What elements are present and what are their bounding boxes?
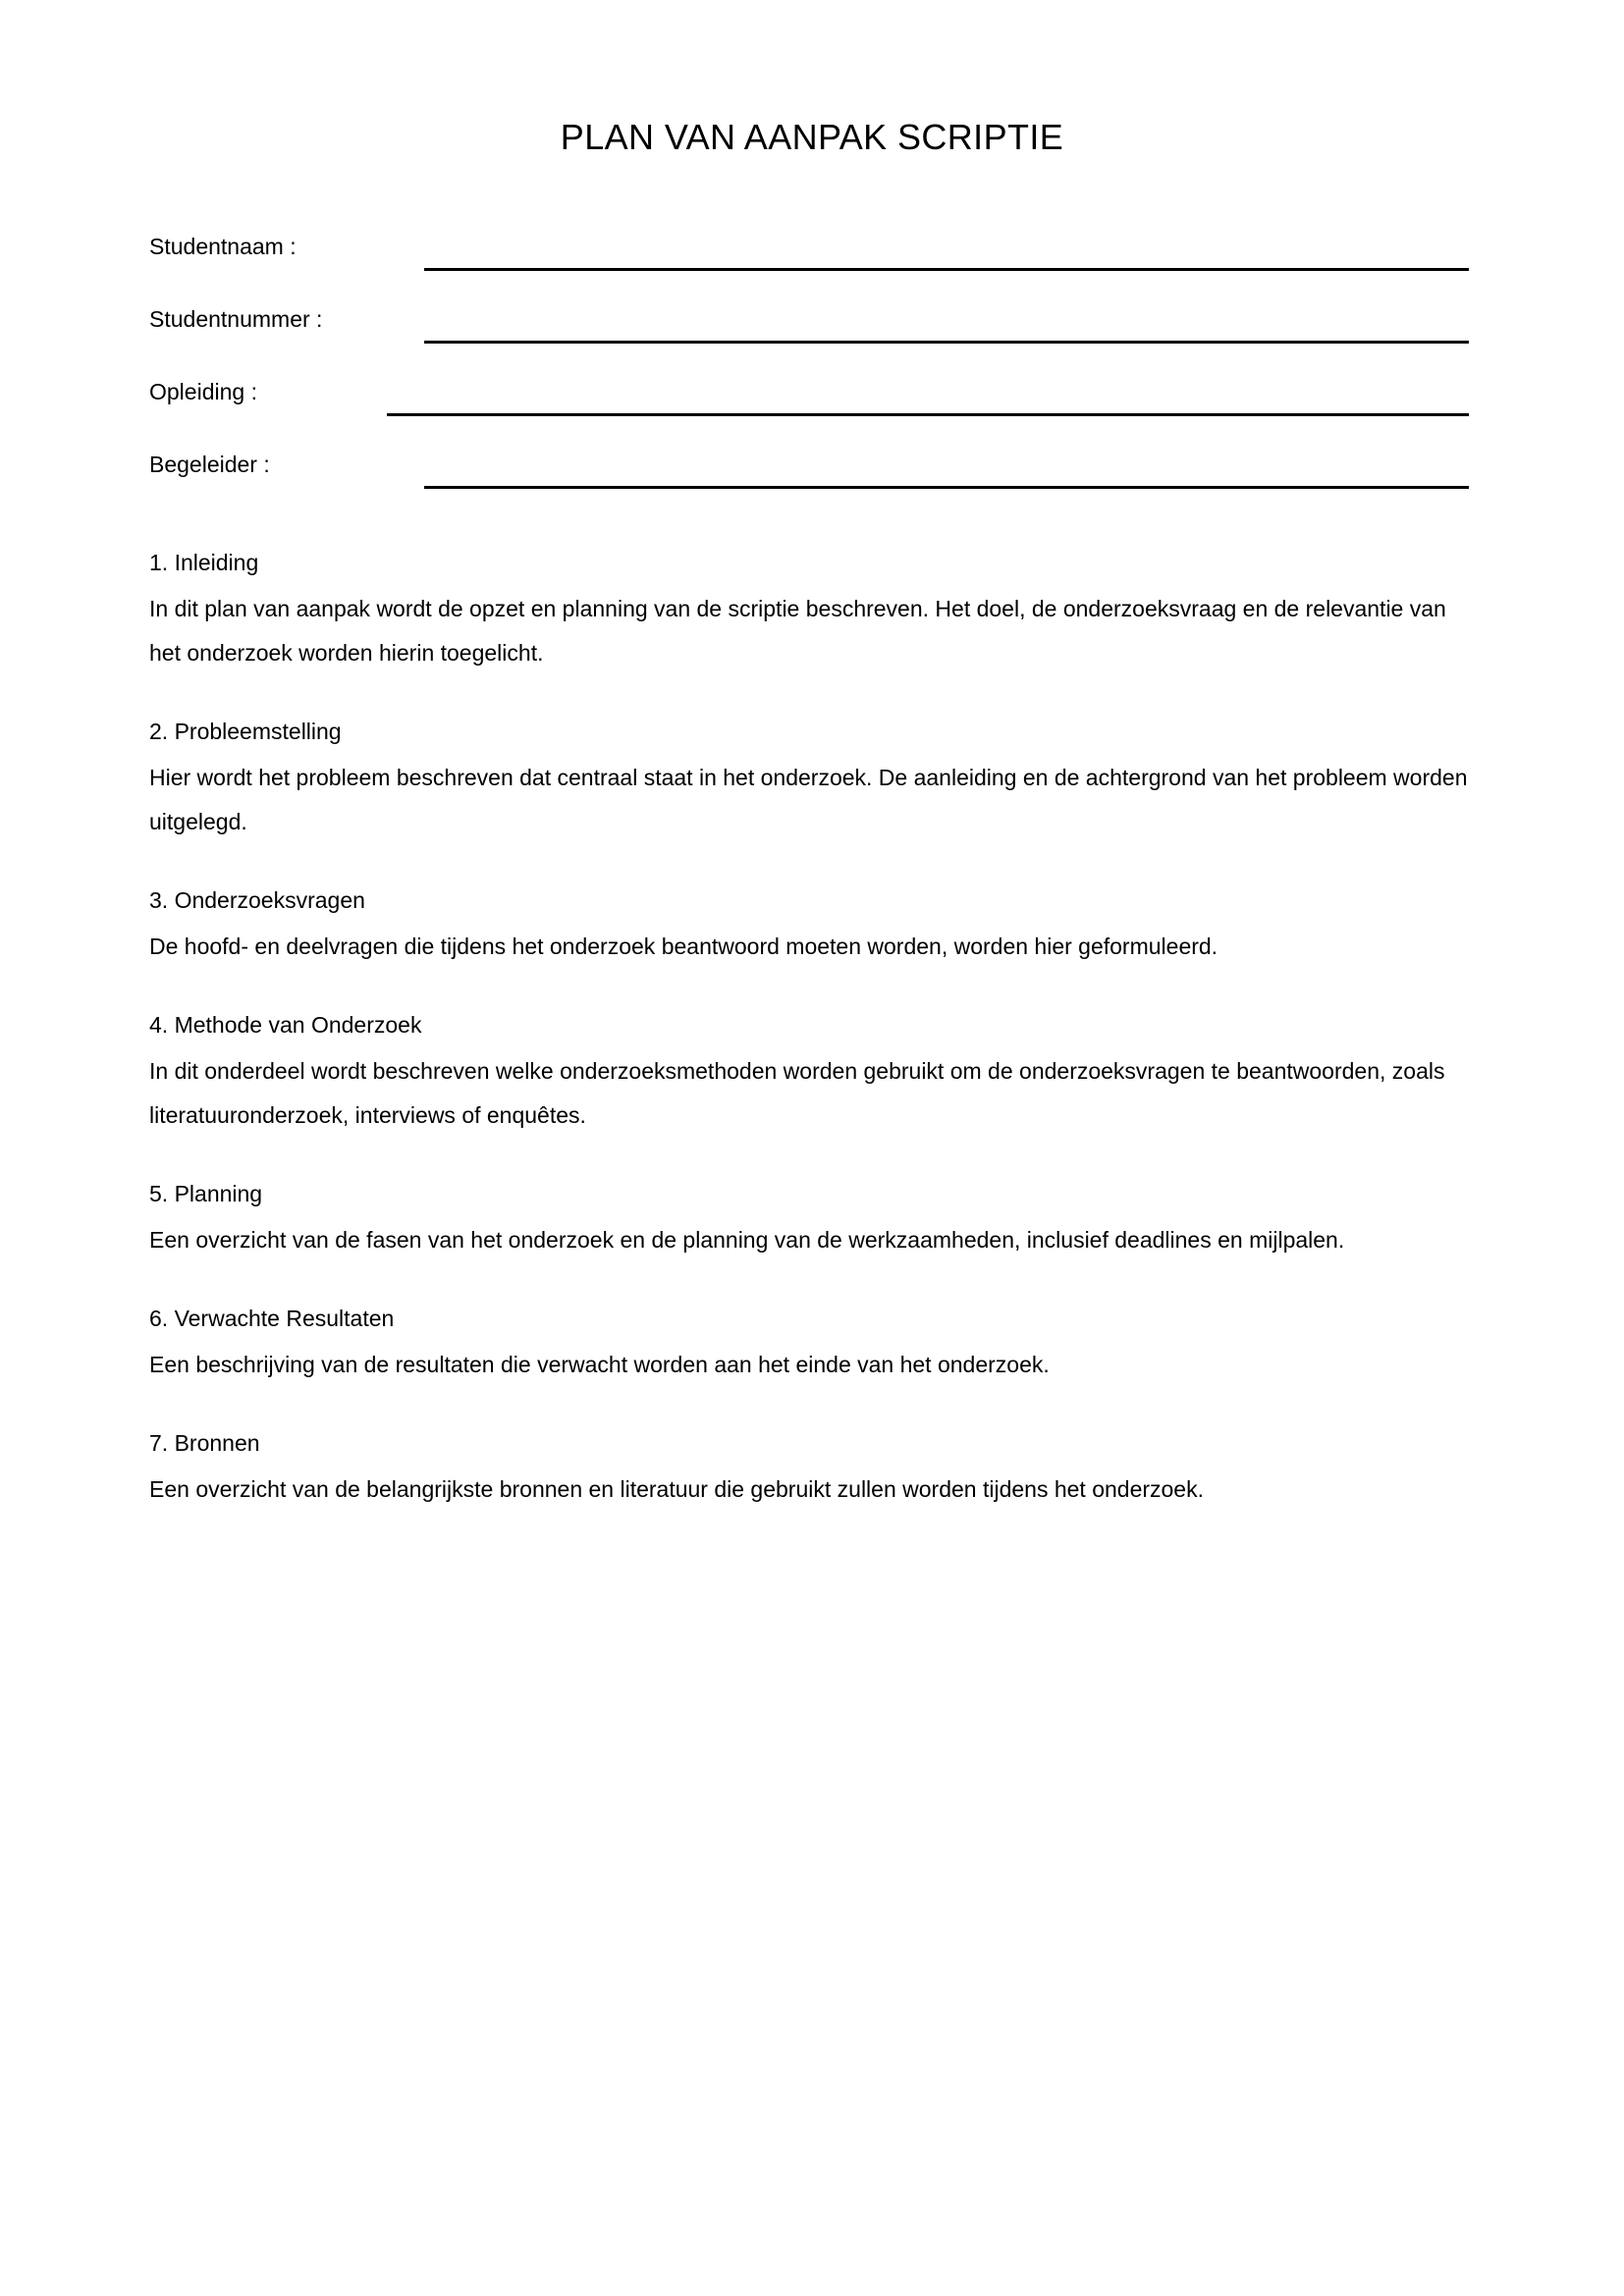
section-body: Een overzicht van de belangrijkste bronnen en literatuur die gebruikt zullen worden tijdens het onderzoek. bbox=[149, 1476, 1204, 1502]
form-field-label: Studentnaam : bbox=[149, 234, 297, 259]
section-body: In dit onderdeel wordt beschreven welke onderzoeksmethoden worden gebruikt om de onderzoeksvragen te beantwoorden, zoals literatuuronderzoek, interviews of enquêtes. bbox=[149, 1058, 1445, 1128]
form-row bbox=[149, 304, 1475, 377]
section-body: Hier wordt het probleem beschreven dat centraal staat in het onderzoek. De aanleiding en de achtergrond van het probleem worden uitgelegd. bbox=[149, 765, 1468, 834]
section-heading: 6. Verwachte Resultaten bbox=[149, 1306, 395, 1331]
section-heading: 7. Bronnen bbox=[149, 1430, 260, 1456]
form-field-label: Studentnummer : bbox=[149, 306, 323, 332]
document-section bbox=[149, 1298, 1475, 1387]
document-section bbox=[149, 1422, 1475, 1512]
page-title: PLAN VAN AANPAK SCRIPTIE bbox=[560, 117, 1064, 157]
section-heading: 1. Inleiding bbox=[149, 550, 259, 575]
section-heading: 3. Onderzoeksvragen bbox=[149, 887, 365, 913]
document-section bbox=[149, 542, 1475, 675]
form-field-label: Begeleider : bbox=[149, 452, 270, 477]
form-field-input-line[interactable] bbox=[424, 341, 1469, 344]
section-body: Een beschrijving van de resultaten die verwacht worden aan het einde van het onderzoek. bbox=[149, 1352, 1050, 1377]
section-heading: 4. Methode van Onderzoek bbox=[149, 1012, 422, 1038]
section-body: In dit plan van aanpak wordt de opzet en planning van de scriptie beschreven. Het doel, de onderzoeksvraag en de relevantie van het onderzoek worden hierin toegelicht. bbox=[149, 596, 1446, 666]
form-row bbox=[149, 377, 1475, 450]
form-row bbox=[149, 450, 1475, 522]
section-body: Een overzicht van de fasen van het onderzoek en de planning van de werkzaamheden, inclusief deadlines en mijlpalen. bbox=[149, 1227, 1345, 1253]
form-field-label: Opleiding : bbox=[149, 379, 257, 404]
section-heading: 5. Planning bbox=[149, 1181, 263, 1206]
form-field-input-line[interactable] bbox=[424, 268, 1469, 271]
document-section bbox=[149, 711, 1475, 844]
document-section bbox=[149, 1004, 1475, 1138]
student-details-form bbox=[149, 232, 1475, 522]
section-body: De hoofd- en deelvragen die tijdens het onderzoek beantwoord moeten worden, worden hier geformuleerd. bbox=[149, 934, 1218, 959]
form-field-input-line[interactable] bbox=[424, 486, 1469, 489]
section-heading: 2. Probleemstelling bbox=[149, 719, 342, 744]
document-section bbox=[149, 880, 1475, 969]
document-section bbox=[149, 1173, 1475, 1262]
form-row bbox=[149, 232, 1475, 304]
sections-container bbox=[149, 542, 1475, 1512]
form-field-input-line[interactable] bbox=[387, 413, 1469, 416]
